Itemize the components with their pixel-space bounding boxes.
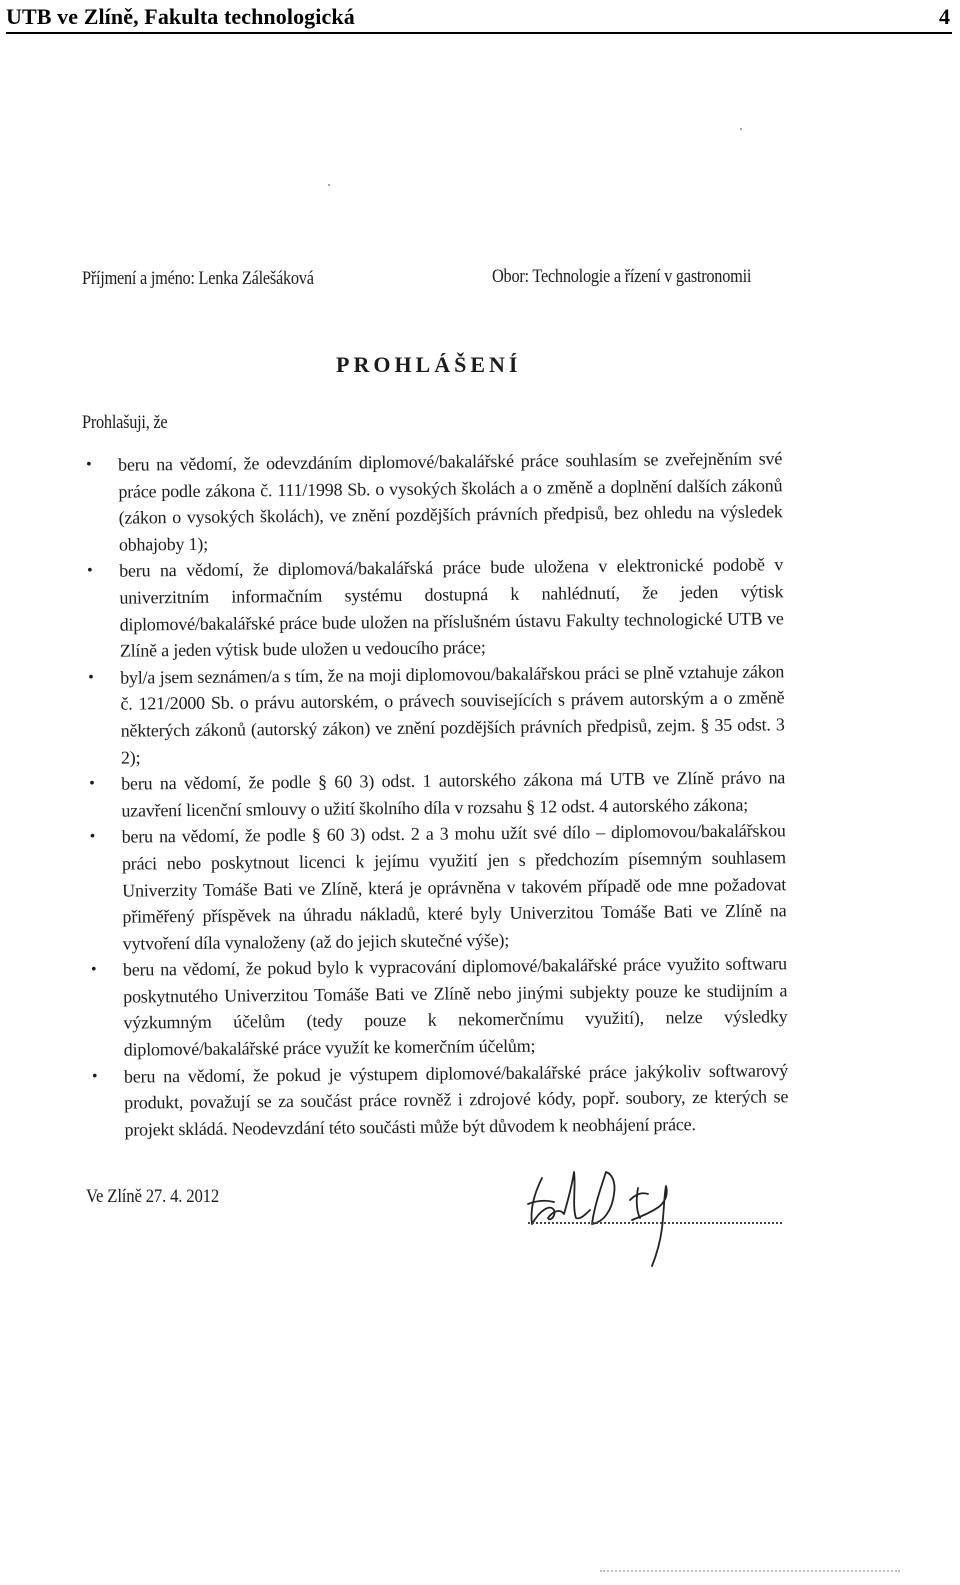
page-number: 4 (939, 4, 950, 29)
bullet-icon: • (90, 961, 97, 979)
declaration-list (82, 445, 789, 1143)
list-item (84, 658, 785, 771)
bullet-icon: • (89, 828, 96, 846)
declaration-intro: Prohlašuji, že (82, 412, 168, 433)
list-item-text: beru na vědomí, že podle § 60 3) odst. 1 autorského zákona má UTB ve Zlíně právo na uzavření licenční smlouvy o užití školního díla v rozsahu § 12 odst. 4 autorského zákona; (121, 767, 786, 821)
bullet-icon: • (89, 775, 95, 793)
signature-image (520, 1160, 800, 1270)
list-item (85, 764, 785, 824)
scan-speck (328, 184, 330, 186)
list-item (83, 552, 784, 665)
bullet-icon: • (88, 668, 94, 686)
signature-line (528, 1222, 782, 1224)
list-item (82, 445, 783, 558)
page-title: PROHLÁŠENÍ (336, 352, 522, 377)
list-item-text: byl/a jsem seznámen/a s tím, že na moji diplomovou/bakalářskou práci se plně vztahuje zákon č. 121/2000 Sb. o právu autorském, o právech souvisejících s právem autorským a o změně některých zákonů (autorský zákon) ve znění pozdějších právních předpisů, zejm. § 35 odst. 3 2); (120, 661, 785, 768)
bullet-icon: • (87, 562, 93, 580)
list-item (87, 951, 788, 1064)
list-item-text: beru na vědomí, že pokud bylo k vypracování diplomové/bakalářské práce využito softwaru poskytnutého Univerzitou Tomáše Bati ve Zlíně nebo jinými subjekty pouze ke studijním a výzkumným účelům (tedy pouze k nekomerčnímu využití), nelze výsledky diplomové/bakalářské práce využít ke komerčním účelům; (122, 953, 788, 1060)
scan-speck (740, 128, 742, 130)
bullet-icon: • (91, 1067, 98, 1085)
list-item (88, 1057, 789, 1143)
list-item-text: beru na vědomí, že odevzdáním diplomové/bakalářské práce souhlasím se zveřejněním své práce podle zákona č. 111/1998 Sb. o vysokých školách a o změně a doplnění dalších zákonů (zákon o vysokých školách), ve znění pozdějších právních předpisů, bez ohledu na výsledek obhajoby 1); (118, 448, 783, 555)
scan-edge (600, 1570, 900, 1572)
header-title: UTB ve Zlíně, Fakulta technologická (6, 4, 355, 29)
list-item-text: beru na vědomí, že podle § 60 3) odst. 2 a 3 mohu užít své dílo – diplomovou/bakalářskou práci nebo poskytnout licenci k jejímu využití jen s předchozím písemným souhlasem Univerzity Tomáše Bati ve Zlíně, která je oprávněna v takovém případě ode mne požadovat přiměřený příspěvek na úhradu nákladů, které byly Univerzitou Tomáše Bati ve Zlíně na vytvoření díla vynaloženy (až do jejich skutečné výše); (121, 820, 787, 954)
name-field: Příjmení a jméno: Lenka Zálešáková (82, 268, 314, 289)
place-date: Ve Zlíně 27. 4. 2012 (86, 1186, 220, 1207)
study-field: Obor: Technologie a řízení v gastronomii (492, 266, 752, 287)
list-item-text: beru na vědomí, že diplomová/bakalářská práce bude uložena v elektronické podobě v univerzitním informačním systému dostupná k nahlédnutí, že jeden výtisk diplomové/bakalářské práce bude uložen na příslušném ústavu Fakulty technologické UTB ve Zlíně a jeden výtisk bude uložen u vedoucího práce; (119, 554, 784, 661)
list-item (86, 818, 787, 958)
bullet-icon: • (86, 455, 92, 473)
list-item-text: beru na vědomí, že pokud je výstupem diplomové/bakalářské práce jakýkoliv softwarový produkt, považují se za součást práce rovněž i zdrojové kódy, popř. soubory, ze kterých se projekt skládá. Neodevzdání této součásti může být důvodem k neobhájení práce. (123, 1059, 789, 1140)
